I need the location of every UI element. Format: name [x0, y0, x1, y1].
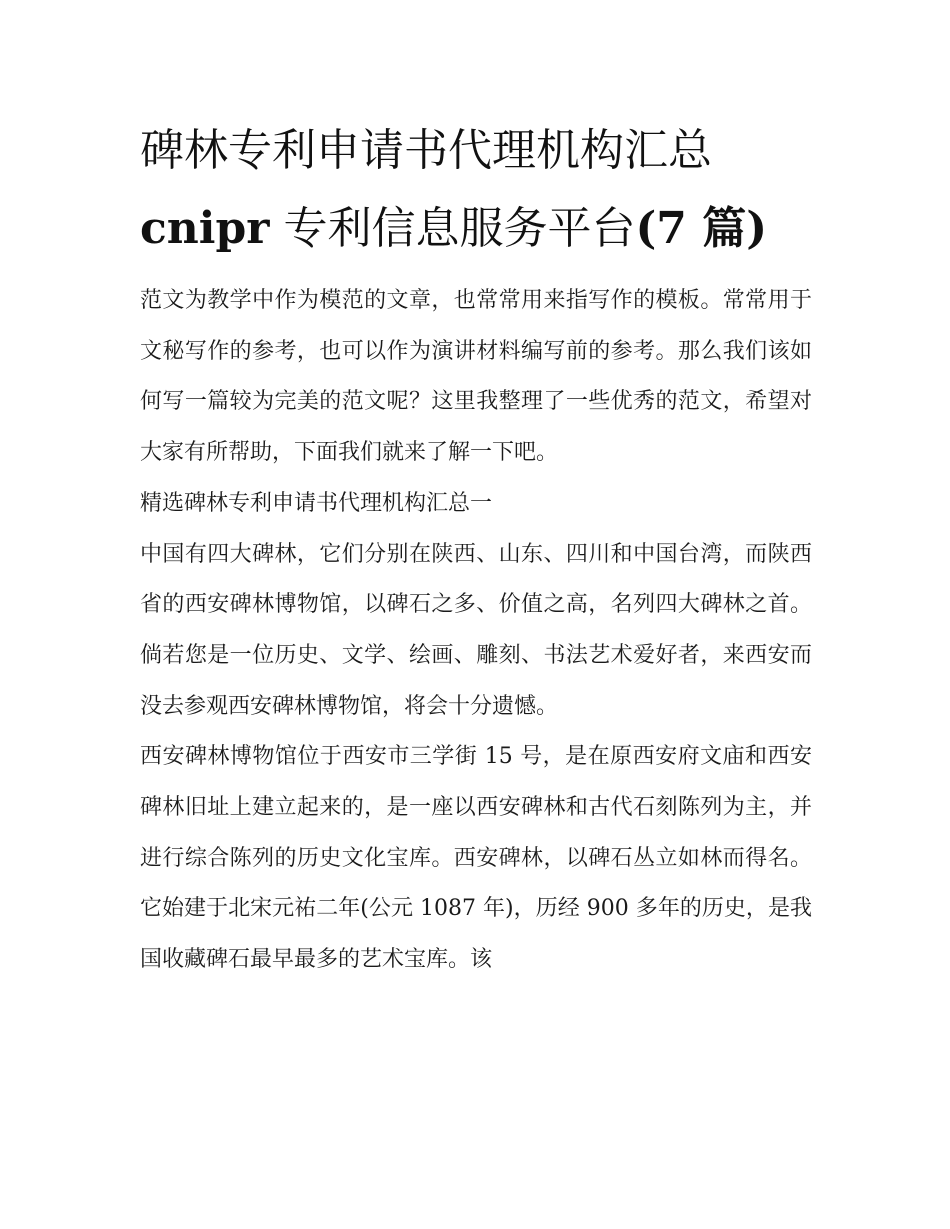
title-line-2-text: 专利信息服务平台	[269, 203, 636, 254]
title-line-2-bold: cnipr	[140, 203, 270, 254]
section-heading: 精选碑林专利申请书代理机构汇总一	[140, 490, 493, 516]
document-body	[140, 112, 812, 986]
body-paragraph-1: 中国有四大碑林，它们分别在陕西、山东、四川和中国台湾，而陕西省的西安碑林博物馆，以碑石之多、价值之高，名列四大碑林之首。倘若您是一位历史、文学、绘画、雕刻、书法艺术爱好者，来西安而没去参观西安碑林博物馆，将会十分遗憾。	[140, 541, 812, 719]
document-title	[140, 112, 812, 268]
title-line-1: 碑林专利申请书代理机构汇总	[140, 125, 712, 176]
title-line-2-suffix: (7 篇)	[635, 203, 768, 254]
intro-paragraph: 范文为教学中作为模范的文章，也常常用来指写作的模板。常常用于文秘写作的参考，也可以作为演讲材料编写前的参考。那么我们该如何写一篇较为完美的范文呢？这里我整理了一些优秀的范文，希望对大家有所帮助，下面我们就来了解一下吧。	[140, 288, 812, 466]
body-paragraph-2: 西安碑林博物馆位于西安市三学街 15 号，是在原西安府文庙和西安碑林旧址上建立起来的，是一座以西安碑林和古代石刻陈列为主，并进行综合陈列的历史文化宝库。西安碑林，以碑石丛立如林而得名。它始建于北宋元祐二年(公元 1087 年)，历经 900 多年的历史，是我国收藏碑石最早最多的艺术宝库。该	[140, 744, 812, 973]
